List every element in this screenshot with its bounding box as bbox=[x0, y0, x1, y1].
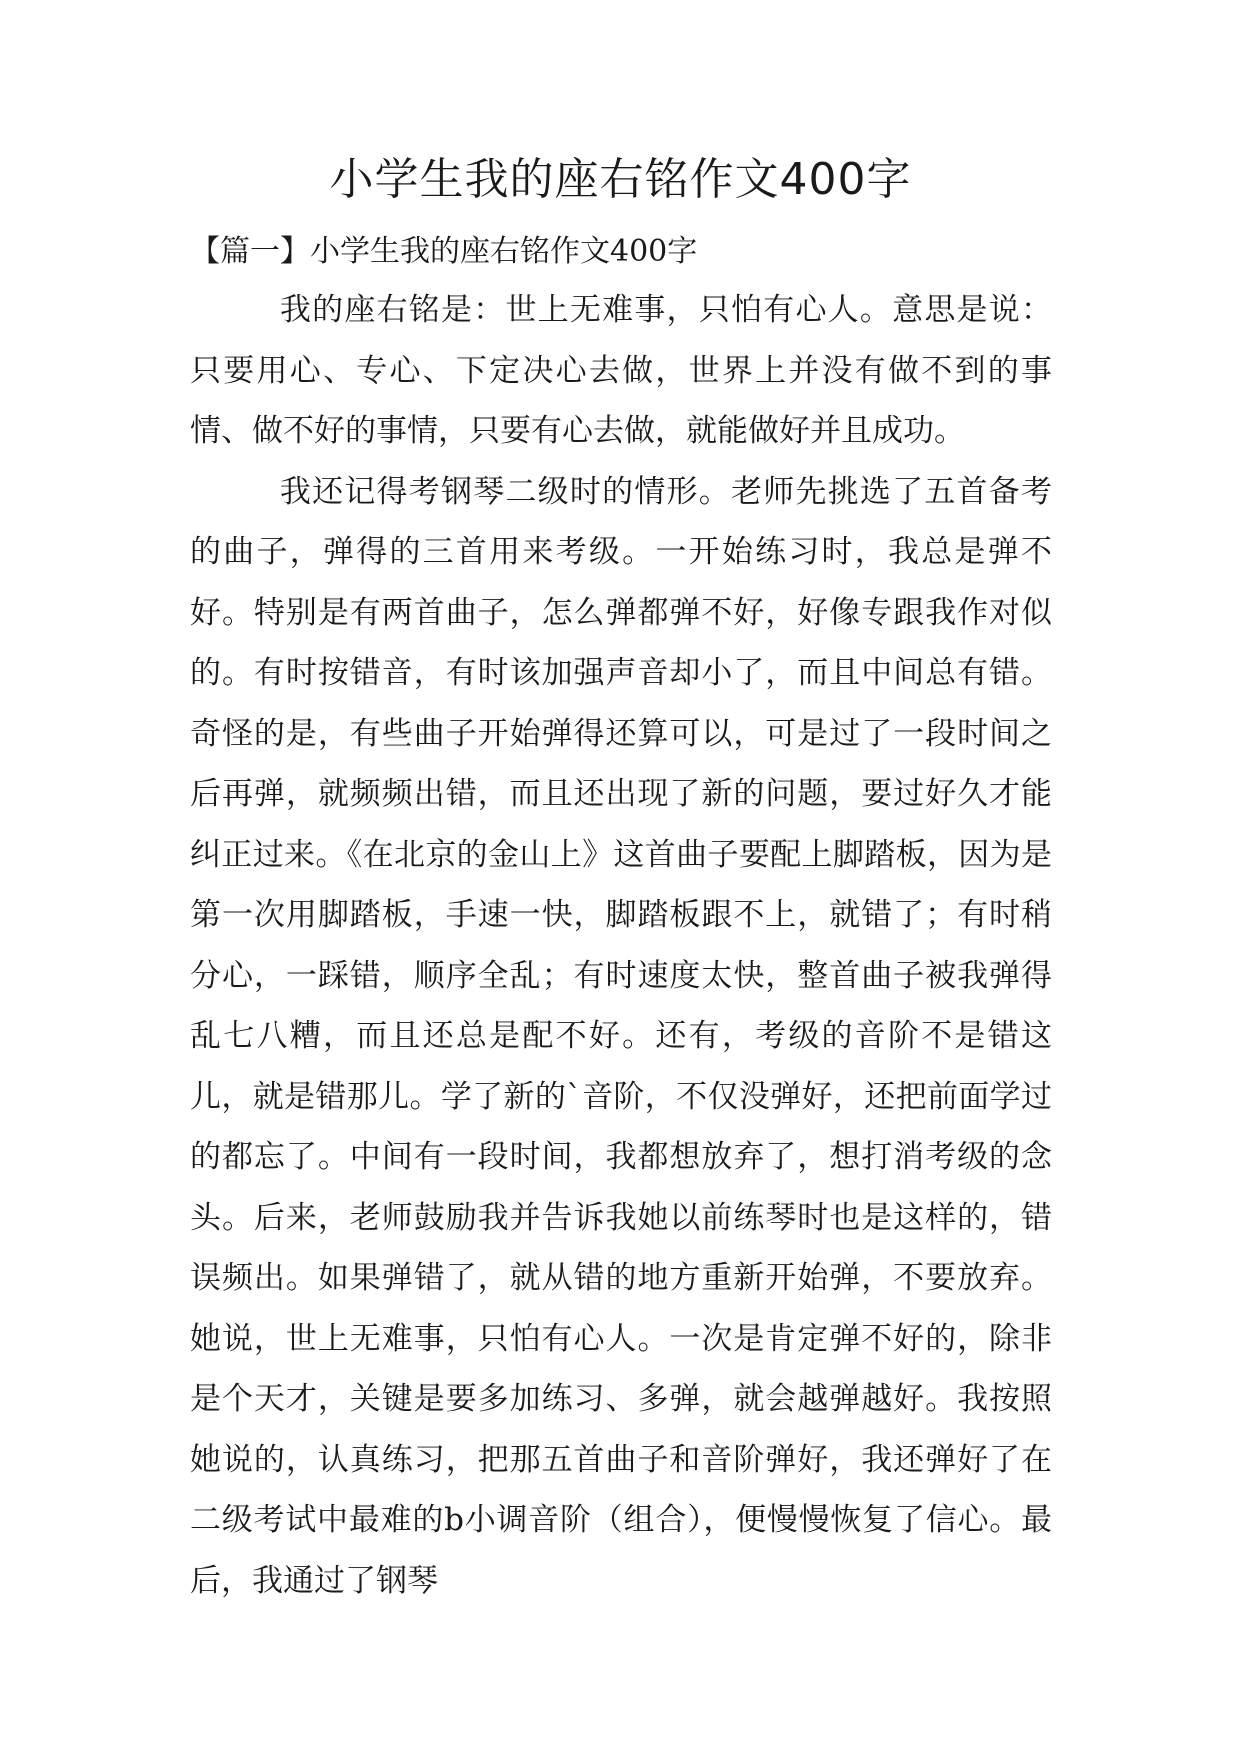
paragraph: 我还记得考钢琴二级时的情形。老师先挑选了五首备考的曲子，弹得的三首用来考级。一开始练习时，我总是弹不好。特别是有两首曲子，怎么弹都弹不好，好像专跟我作对似的。有时按错音，有时该加强声音却小了，而且中间总有错。奇怪的是，有些曲子开始弹得还算可以，可是过了一段时间之后再弹，就频频出错，而且还出现了新的问题，要过好久才能纠正过来。《在北京的金山上》这首曲子要配上脚踏板，因为是第一次用脚踏板，手速一快，脚踏板跟不上，就错了；有时稍分心，一踩错，顺序全乱；有时速度太快，整首曲子被我弹得乱七八糟，而且还总是配不好。还有，考级的音阶不是错这儿，就是错那儿。学了新的`音阶，不仅没弹好，还把前面学过的都忘了。中间有一段时间，我都想放弃了，想打消考级的念头。后来，老师鼓励我并告诉我她以前练琴时也是这样的，错误频出。如果弹错了，就从错的地方重新开始弹，不要放弃。她说，世上无难事，只怕有心人。一次是肯定弹不好的，除非是个天才，关键是要多加练习、多弹，就会越弹越好。我按照她说的，认真练习，把那五首曲子和音阶弹好，我还弹好了在二级考试中最难的b小调音阶（组合），便慢慢恢复了信心。最后，我通过了钢琴 bbox=[190, 473, 1052, 1599]
document-body bbox=[190, 280, 1052, 1611]
paragraph: 我的座右铭是：世上无难事，只怕有心人。意思是说：只要用心、专心、下定决心去做，世界上并没有做不到的事情、做不好的事情，只要有心去做，就能做好并且成功。 bbox=[190, 292, 1052, 449]
document-title: 小学生我的座右铭作文400字 bbox=[329, 154, 912, 205]
section-heading: 【篇一】小学生我的座右铭作文400字 bbox=[190, 234, 698, 269]
